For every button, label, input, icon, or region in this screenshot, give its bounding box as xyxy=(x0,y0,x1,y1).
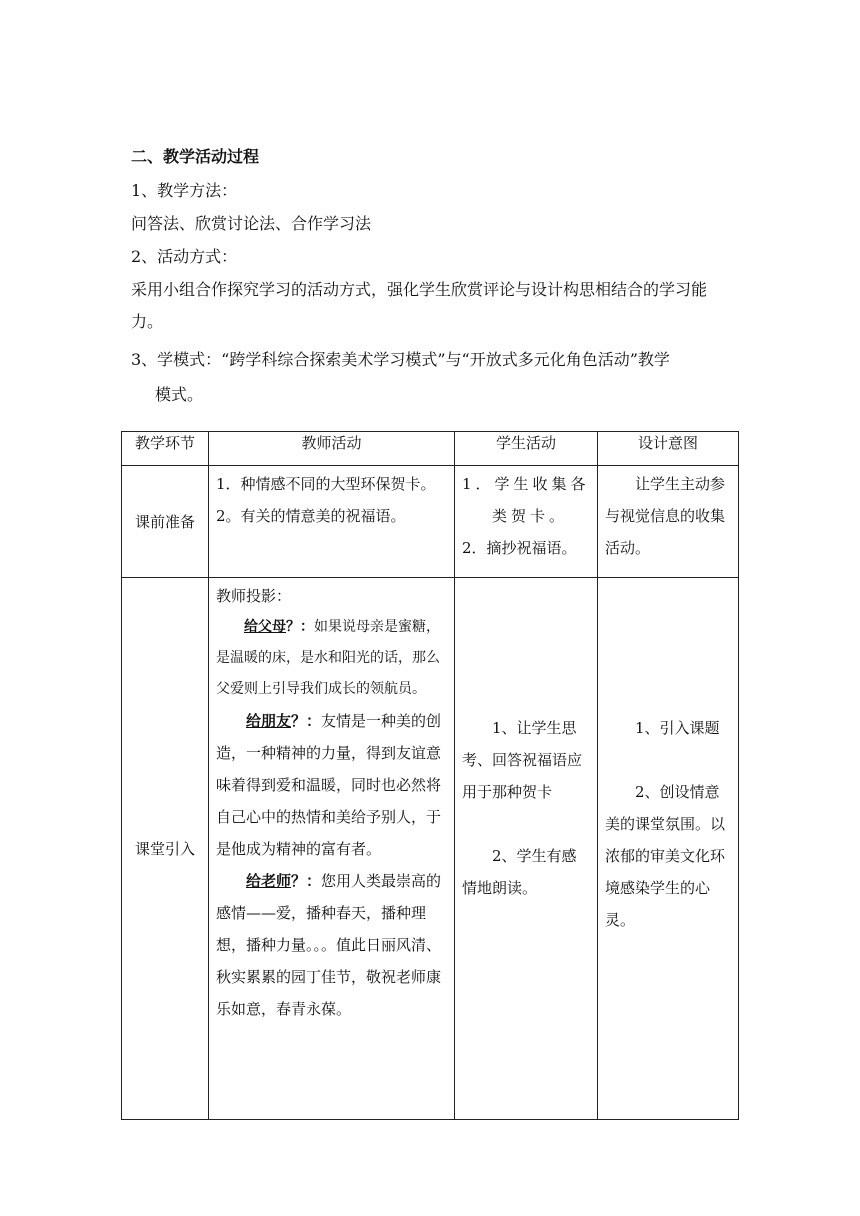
row2-intent xyxy=(598,578,739,1120)
row2-student-item-1: 1、让学生思考、回答祝福语应用于那种贺卡 xyxy=(462,719,583,801)
row2-friends-message xyxy=(216,705,448,865)
section-heading: 二、教学活动过程 xyxy=(131,147,260,166)
parents-label: 给父母 xyxy=(244,619,286,635)
header-stage: 教学环节 xyxy=(122,432,209,466)
friends-mark: ？： xyxy=(291,712,322,730)
row2-intent-item-2: 2、创设情意美的课堂氛围。以浓郁的审美文化环境感染学生的心灵。 xyxy=(605,783,726,929)
row1-intent-text: 让学生主动参与视觉信息的收集活动。 xyxy=(605,475,726,557)
method-label: 1、教学方法： xyxy=(131,181,238,200)
row2-teacher-intro: 教师投影： xyxy=(216,587,292,605)
row2-student xyxy=(455,578,598,1120)
row1-stage: 课前准备 xyxy=(122,466,209,578)
teacher-text: 您用人类最崇高的感情——爱，播种春天，播种理想，播种力量。。。值此日丽风清、秋实累累的园丁佳节，敬祝老师康乐如意，春青永葆。 xyxy=(216,872,442,1018)
friends-label: 给朋友 xyxy=(246,712,292,730)
activity-label: 2、活动方式： xyxy=(131,247,238,266)
row1-student-item-1: 1．学生收集各类贺卡。 xyxy=(462,475,590,525)
mode-line-1: 3、学模式：“跨学科综合探索美术学习模式”与“开放式多元化角色活动”教学 xyxy=(131,350,670,369)
row1-teacher-item-2: 2。有关的情意美的祝福语。 xyxy=(216,507,406,525)
row2-stage: 课堂引入 xyxy=(122,578,209,1120)
table-row xyxy=(122,578,739,1120)
activity-text: 采用小组合作探究学习的活动方式，强化学生欣赏评论与设计构思相结合的学习能力。 xyxy=(131,280,708,331)
row1-student-item-2: 2．摘抄祝福语。 xyxy=(462,539,577,557)
method-text: 问答法、欣赏讨论法、合作学习法 xyxy=(131,214,372,233)
table-header-row xyxy=(122,432,739,466)
row1-teacher xyxy=(209,466,455,578)
teacher-label: 给老师 xyxy=(246,872,292,890)
table-row xyxy=(122,466,739,578)
row1-student xyxy=(455,466,598,578)
row2-teacher-message xyxy=(216,865,448,1025)
row2-student-item-2: 2、学生有感情地朗读。 xyxy=(462,847,577,897)
row2-parents-message xyxy=(216,612,448,705)
row2-intent-item-1: 1、引入课题 xyxy=(635,719,720,737)
header-student: 学生活动 xyxy=(455,432,598,466)
row1-intent xyxy=(598,466,739,578)
parents-mark: ？： xyxy=(286,619,314,635)
header-teacher: 教师活动 xyxy=(209,432,455,466)
mode-line-2: 模式。 xyxy=(155,385,204,404)
lesson-table xyxy=(121,431,739,1120)
header-intent: 设计意图 xyxy=(598,432,739,466)
parents-text: 如果说母亲是蜜糖，是温暖的床，是水和阳光的话，那么父爱则上引导我们成长的领航员。 xyxy=(216,619,440,697)
friends-text: 友情是一种美的创造，一种精神的力量，得到友谊意味着得到爱和温暖，同时也必然将自己心中的热情和美给予别人，于是他成为精神的富有者。 xyxy=(216,712,442,858)
row1-teacher-item-1: 1．种情感不同的大型环保贺卡。 xyxy=(216,475,436,493)
row2-teacher xyxy=(209,578,455,1120)
teacher-mark: ？： xyxy=(291,872,322,890)
